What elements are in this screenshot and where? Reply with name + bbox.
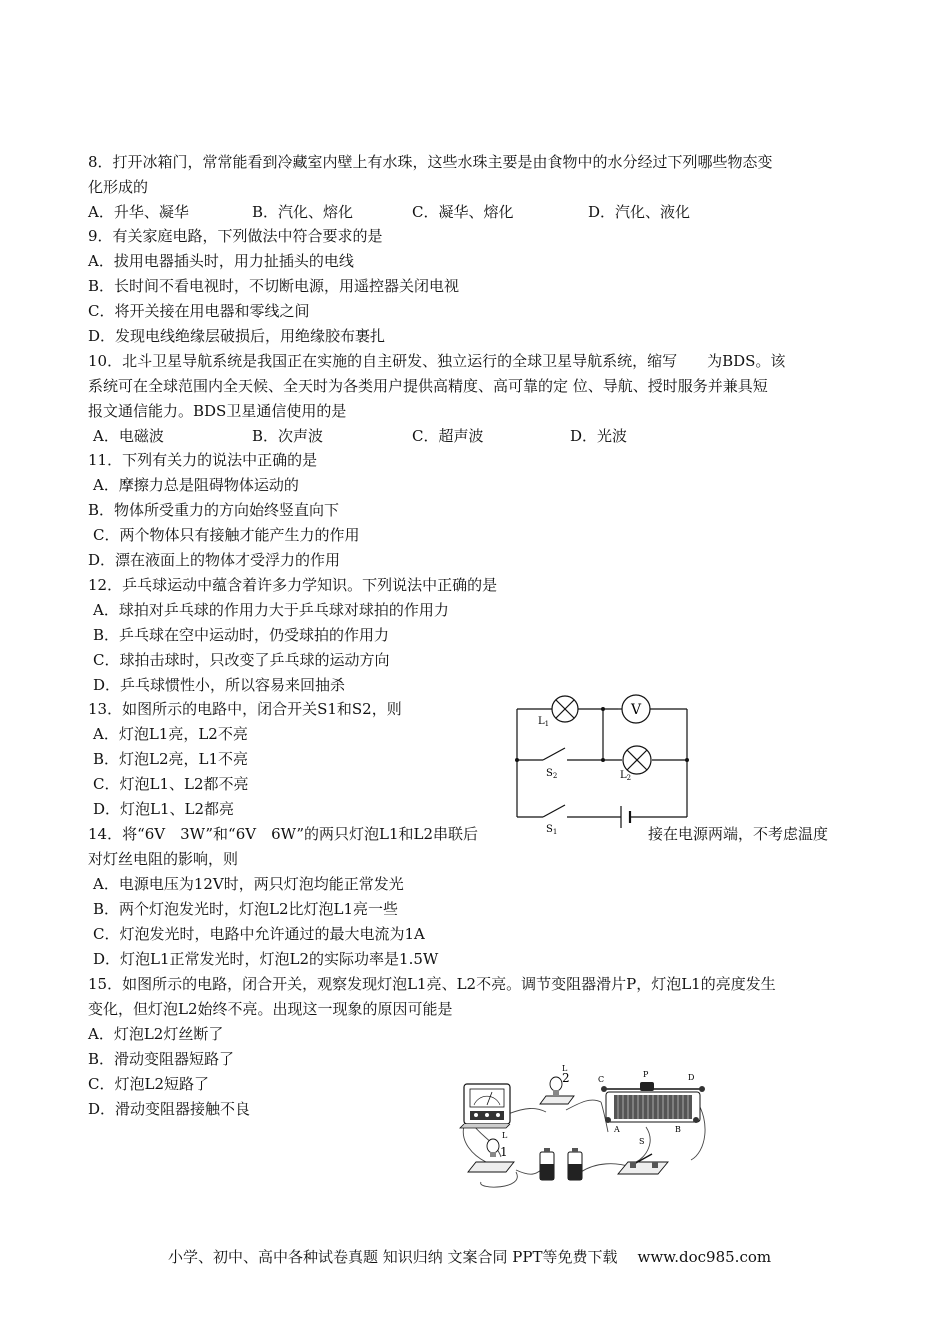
q8-stem-line1: 8．打开冰箱门，常常能看到冷藏室内壁上有水珠，这些水珠主要是由食物中的水分经过下列哪些物态变 — [88, 153, 773, 171]
switch-s1-blade — [543, 805, 565, 817]
q13-option-d: D．灯泡L1、L2都亮 — [93, 800, 235, 818]
lamp-l2-label: $L_2$ — [620, 770, 632, 782]
q15-option-d: D．滑动变阻器接触不良 — [88, 1100, 251, 1118]
junction-dot — [515, 758, 519, 762]
rheostat-label-c: C — [598, 1075, 605, 1084]
q10-stem-line3: 报文通信能力。BDS卫星通信使用的是 — [88, 402, 347, 420]
q8-stem-line2: 化形成的 — [88, 178, 149, 196]
q8-option-b: B．汽化、熔化 — [252, 203, 354, 221]
switch-label-s: S — [639, 1137, 645, 1146]
junction-dot — [601, 758, 605, 762]
q15-option-a: A．灯泡L2灯丝断了 — [88, 1025, 224, 1043]
q10-option-b: B．次声波 — [252, 427, 324, 445]
q13-option-b: B．灯泡L2亮，L1不亮 — [93, 750, 249, 768]
q9-option-c: C．将开关接在用电器和零线之间 — [88, 302, 310, 320]
lamp-l2-symbol — [623, 746, 651, 774]
rheostat-label-b: B — [675, 1125, 681, 1134]
q10-option-a: A．电磁波 — [93, 427, 164, 445]
voltmeter-label: V — [630, 702, 642, 718]
footer-text: 小学、初中、高中各种试卷真题 知识归纳 文案合同 PPT等免费下载 — [168, 1248, 618, 1266]
switch-s1-label: $S_1$ — [546, 824, 558, 836]
q11-option-c: C．两个物体只有接触才能产生力的作用 — [93, 526, 360, 544]
q15-stem-line1: 15．如图所示的电路，闭合开关，观察发现灯泡L1亮、L2不亮。调节变阻器滑片P，灯泡L1的亮度发生 — [88, 975, 776, 993]
q9-stem: 9．有关家庭电路，下列做法中符合要求的是 — [88, 227, 383, 245]
q10-option-d: D．光波 — [570, 427, 628, 445]
q12-stem: 12．乒乓球运动中蕴含着许多力学知识。下列说法中正确的是 — [88, 576, 498, 594]
q8-option-c: C．凝华、熔化 — [412, 203, 514, 221]
q14-stem-part2: 接在电源两端，不考虑温度 — [648, 825, 829, 843]
q14-option-a: A．电源电压为12V时，两只灯泡均能正常发光 — [93, 875, 404, 893]
rheostat-label-p: P — [643, 1070, 649, 1079]
lamp-l1-on-base — [468, 1131, 514, 1172]
q15-option-c: C．灯泡L2短路了 — [88, 1075, 209, 1093]
lamp-l1-symbol — [552, 696, 578, 722]
q15-apparatus-illustration — [456, 1062, 716, 1194]
q15-option-b: B．滑动变阻器短路了 — [88, 1050, 235, 1068]
q14-option-b: B．两个灯泡发光时，灯泡L2比灯泡L1亮一些 — [93, 900, 399, 918]
q8-option-d: D．汽化、液化 — [588, 203, 691, 221]
lamp-l2-on-base — [540, 1064, 574, 1104]
lamp-l2-number: 2 — [562, 1071, 570, 1085]
q12-option-c: C．球拍击球时，只改变了乒乓球的运动方向 — [93, 651, 390, 669]
battery-symbol — [621, 806, 630, 828]
voltmeter-symbol — [622, 695, 650, 723]
junction-dot — [685, 758, 689, 762]
q12-option-a: A．球拍对乒乓球的作用力大于乒乓球对球拍的作用力 — [93, 601, 449, 619]
q13-option-c: C．灯泡L1、L2都不亮 — [93, 775, 249, 793]
q12-option-d: D．乒乓球惯性小，所以容易来回抽杀 — [93, 676, 346, 694]
q9-option-d: D．发现电线绝缘层破损后，用绝缘胶布裹扎 — [88, 327, 386, 345]
lamp-l2-letter: L — [562, 1064, 568, 1073]
q9-option-a: A．拔用电器插头时，用力扯插头的电线 — [88, 252, 354, 270]
q10-stem-line1: 10．北斗卫星导航系统是我国正在实施的自主研发、独立运行的全球卫星导航系统，缩写 为BDS。该 — [88, 352, 786, 370]
switch-s2-blade — [543, 748, 565, 760]
q10-stem-line2: 系统可在全球范围内全天候、全天时为各类用户提供高精度、高可靠的定 位、导航、授时服务并兼具短 — [88, 377, 768, 395]
q14-option-c: C．灯泡发光时，电路中允许通过的最大电流为1A — [93, 925, 425, 943]
q8-option-a: A．升华、凝华 — [88, 203, 189, 221]
meter-box — [460, 1084, 510, 1128]
q11-option-b: B．物体所受重力的方向始终竖直向下 — [88, 501, 340, 519]
q15-stem-line2: 变化，但灯泡L2始终不亮。出现这一现象的原因可能是 — [88, 1000, 453, 1018]
q11-option-a: A．摩擦力总是阻碍物体运动的 — [93, 476, 299, 494]
q14-stem-line2: 对灯丝电阻的影响，则 — [88, 850, 239, 868]
q13-option-a: A．灯泡L1亮，L2不亮 — [93, 725, 248, 743]
rheostat-label-a: A — [614, 1125, 620, 1134]
page-footer — [168, 1246, 771, 1267]
q12-option-b: B．乒乓球在空中运动时，仍受球拍的作用力 — [93, 626, 390, 644]
footer-url[interactable]: www.doc985.com — [637, 1248, 772, 1266]
lamp-l1-label: $L_1$ — [538, 716, 550, 728]
lamp-l1-letter: L — [502, 1131, 508, 1140]
q13-circuit-diagram — [510, 690, 700, 840]
q11-stem: 11．下列有关力的说法中正确的是 — [88, 451, 318, 469]
junction-dot — [601, 707, 605, 711]
q10-option-c: C．超声波 — [412, 427, 484, 445]
q14-option-d: D．灯泡L1正常发光时，灯泡L2的实际功率是1.5W — [93, 950, 439, 968]
switch-s2-label: $S_2$ — [546, 768, 558, 780]
sliding-rheostat — [598, 1070, 705, 1134]
rheostat-label-d: D — [688, 1073, 695, 1082]
battery-cells — [540, 1148, 582, 1180]
q14-stem-part1: 14．将“6V 3W”和“6V 6W”的两只灯泡L1和L2串联后 — [88, 825, 479, 843]
knife-switch — [618, 1137, 668, 1174]
lamp-l1-number: 1 — [500, 1145, 508, 1159]
q11-option-d: D．漂在液面上的物体才受浮力的作用 — [88, 551, 341, 569]
q13-stem: 13．如图所示的电路中，闭合开关S1和S2，则 — [88, 700, 402, 718]
q9-option-b: B．长时间不看电视时，不切断电源，用遥控器关闭电视 — [88, 277, 460, 295]
